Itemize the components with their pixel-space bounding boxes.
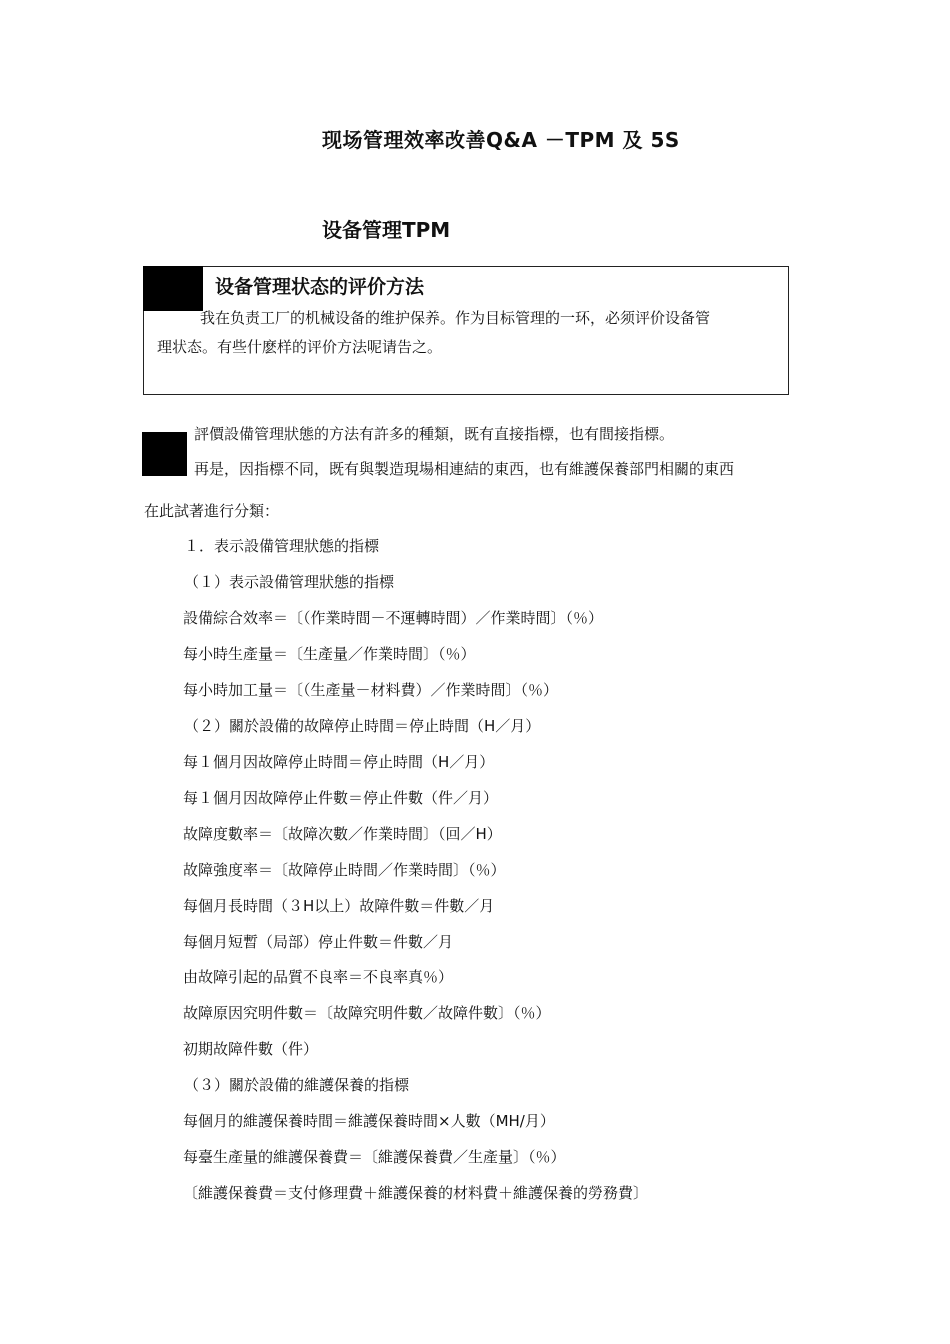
list-subheading-3: （３）關於設備的維護保養的指標: [184, 1076, 410, 1094]
answer-text-line-3: 在此試著進行分類：: [144, 502, 280, 520]
section-title: 设备管理TPM: [322, 218, 451, 242]
answer-text-line-2: 再是，因指標不同，既有與製造現場相連結的東西，也有維護保養部門相關的東西: [194, 460, 735, 478]
list-item: 每１個月因故障停止時間＝停止時間（H／月）: [183, 753, 495, 771]
list-item: 故障原因究明件數＝〔故障究明件數／故障件數〕（％）: [183, 1004, 551, 1022]
list-item: 每臺生產量的維護保養費＝〔維護保養費／生產量〕（％）: [183, 1148, 566, 1166]
question-heading: 设备管理状态的评价方法: [215, 276, 425, 298]
question-text-line-1: 我在负责工厂的机械设备的维护保养。作为目标管理的一环，必须评价设备管: [200, 309, 711, 327]
list-item: 每小時生產量＝〔生產量／作業時間〕（％）: [183, 645, 476, 663]
list-item: 初期故障件數（件）: [183, 1040, 319, 1058]
list-item: 故障度數率＝〔故障次數／作業時間〕（回／H）: [183, 825, 502, 843]
list-item: 每個月長時間（３H以上）故障件數＝件數／月: [183, 897, 495, 915]
list-subheading-1: （１）表示設備管理狀態的指標: [184, 573, 395, 591]
list-item: 由故障引起的品質不良率＝不良率真％）: [183, 968, 454, 986]
list-item: 設備綜合效率＝〔（作業時間－不運轉時間）／作業時間〕（％）: [183, 609, 604, 627]
list-item: 故障強度率＝〔故障停止時間／作業時間〕（％）: [183, 861, 506, 879]
list-item: 每小時加工量＝〔（生產量－材料費）／作業時間〕（％）: [183, 681, 559, 699]
document-title: 现场管理效率改善Q&A －TPM 及 5S: [322, 128, 680, 152]
list-item: 〔維護保養費＝支付修理費＋維護保養的材料費＋維護保養的勞務費〕: [183, 1184, 649, 1202]
list-subheading-2: （２）關於設備的故障停止時間＝停止時間（H／月）: [184, 717, 541, 735]
list-item: 每個月的維護保養時間＝維護保養時間×人數（MH/月）: [183, 1112, 555, 1130]
answer-text-line-1: 評價設備管理狀態的方法有許多的種類，既有直接指標，也有間接指標。: [194, 425, 675, 443]
list-item: 每１個月因故障停止件數＝停止件數（件／月）: [183, 789, 499, 807]
list-heading-1: １．表示設備管理狀態的指標: [184, 537, 380, 555]
question-marker: [143, 266, 203, 311]
answer-marker: [142, 432, 187, 476]
question-text-line-2: 理状态。有些什麽样的评价方法呢请告之。: [157, 338, 443, 356]
list-item: 每個月短暫（局部）停止件數＝件數／月: [183, 933, 454, 951]
